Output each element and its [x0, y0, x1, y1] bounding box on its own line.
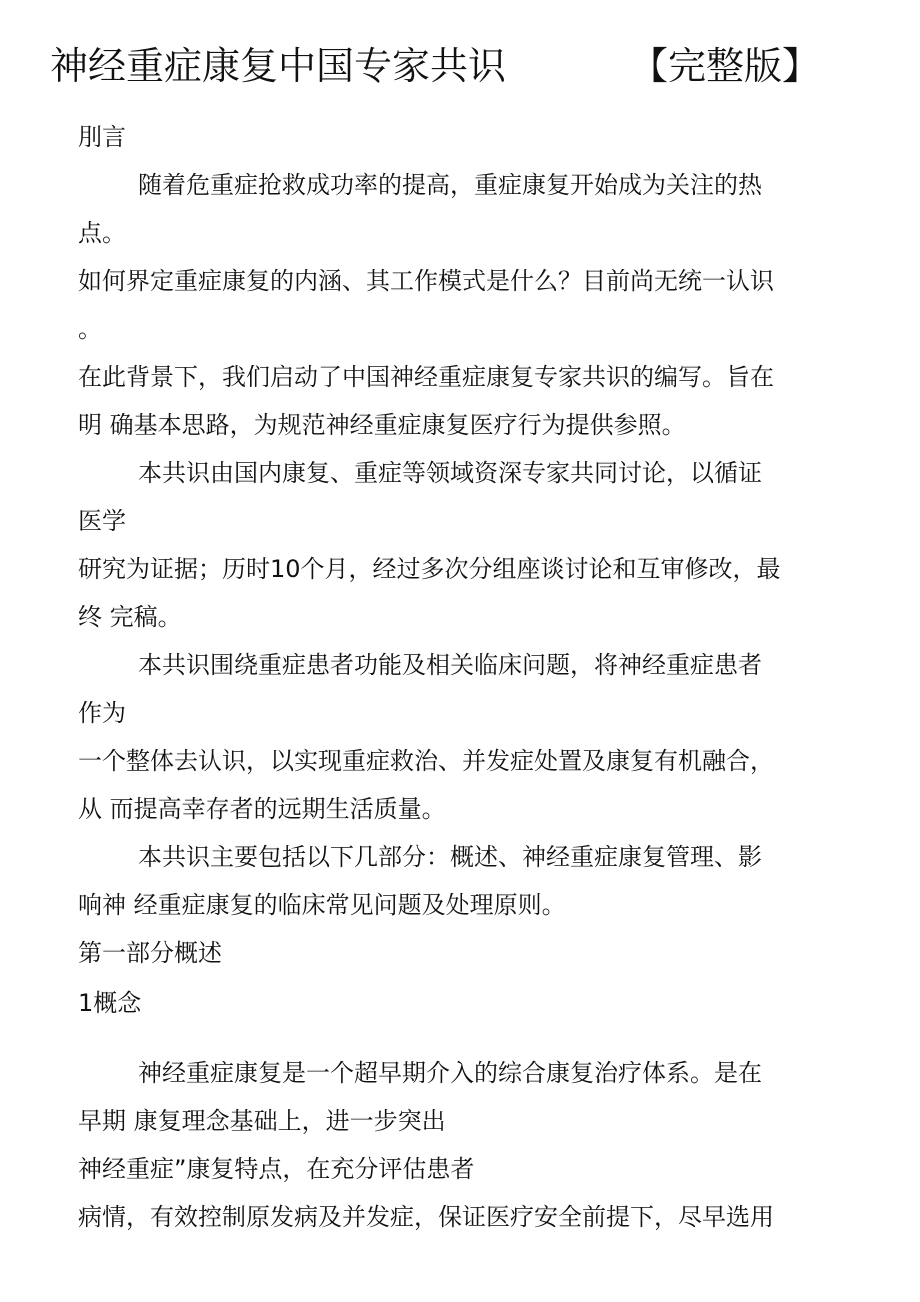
paragraph-line: 。 — [78, 315, 102, 343]
paragraph-line: 本共识主要包括以下几部分：概述、神经重症康复管理、影 — [138, 843, 762, 871]
paragraph-line: 神经重症”康复特点，在充分评估患者 — [78, 1155, 475, 1183]
paragraph-line: 本共识由国内康复、重症等领域资深专家共同讨论，以循证 — [138, 459, 762, 487]
paragraph-line: 早期 康复理念基础上，进一步突出 — [78, 1107, 446, 1135]
paragraph-line: 随着危重症抢救成功率的提高，重症康复开始成为关注的热 — [138, 171, 762, 199]
paragraph-line: 响神 经重症康复的临床常见问题及处理原则。 — [78, 891, 566, 919]
heading-preface: 刖言 — [78, 123, 126, 151]
paragraph-line: 病情，有效控制原发病及并发症，保证医疗安全前提下，尽早选用 — [78, 1203, 774, 1231]
paragraph-line: 医学 — [78, 507, 126, 535]
paragraph-line: 明 确基本思路，为规范神经重症康复医疗行为提供参照。 — [78, 411, 686, 439]
paragraph-line: 点。 — [78, 219, 126, 247]
paragraph-line: 研究为证据；历时10个月，经过多次分组座谈讨论和互审修改，最 — [78, 555, 781, 583]
heading-part-one: 第一部分概述 — [78, 939, 222, 967]
paragraph-line: 神经重症康复是一个超早期介入的综合康复治疗体系。是在 — [138, 1059, 762, 1087]
paragraph-line: 本共识围绕重症患者功能及相关临床问题，将神经重症患者 — [138, 651, 762, 679]
paragraph-line: 终 完稿。 — [78, 603, 182, 631]
paragraph-line: 如何界定重症康复的内涵、其工作模式是什么？目前尚无统一认识 — [78, 267, 774, 295]
paragraph-line: 作为 — [78, 699, 126, 727]
paragraph-line: 从 而提高幸存者的远期生活质量。 — [78, 795, 446, 823]
document-title: 神经重症康复中国专家共识 — [50, 44, 507, 88]
heading-concept: 1概念 — [78, 989, 142, 1017]
paragraph-line: 一个整体去认识，以实现重症救治、并发症处置及康复有机融合， — [78, 747, 774, 775]
document-edition: 【完整版】 — [630, 44, 821, 88]
paragraph-line: 在此背景下，我们启动了中国神经重症康复专家共识的编写。旨在 — [78, 363, 774, 391]
